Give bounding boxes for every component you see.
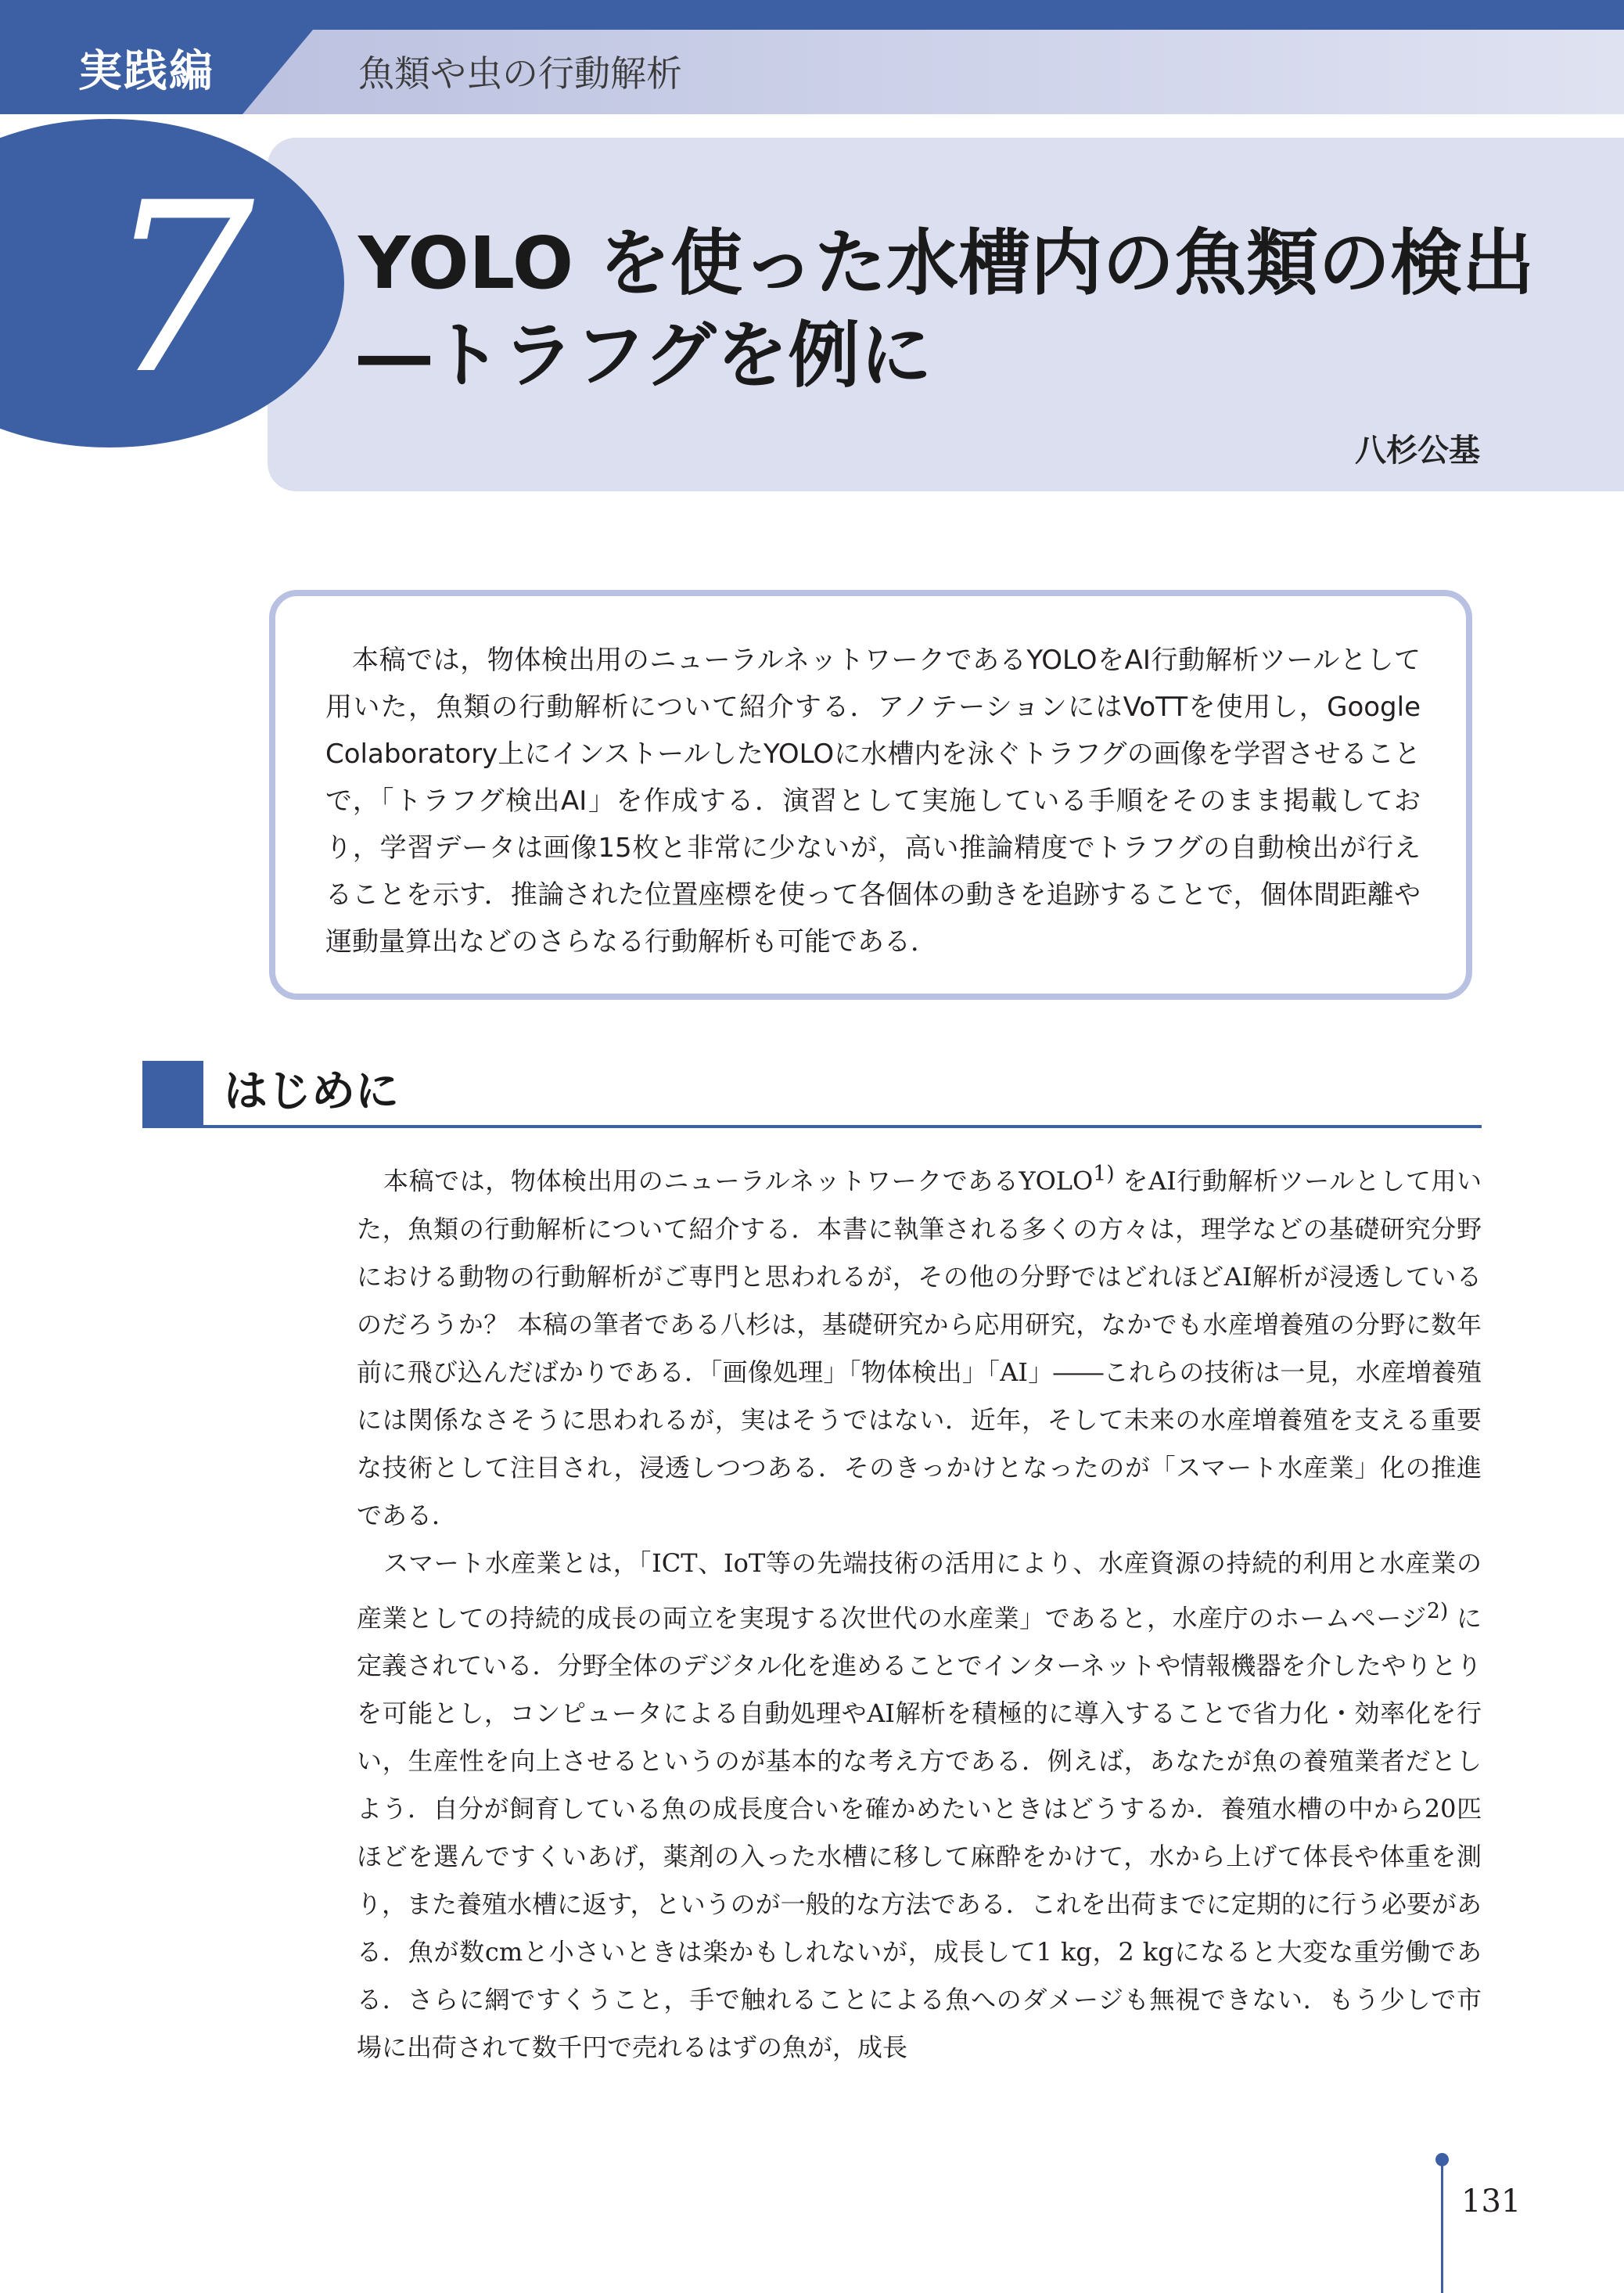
series-topic: 魚類や虫の行動解析 [358, 52, 682, 95]
section-heading-rule [142, 1125, 1482, 1128]
chapter-title: YOLO を使った水槽内の魚類の検出―トラフグを例に [358, 221, 1535, 397]
section-heading-text: はじめに [224, 1066, 399, 1117]
series-label: 実践編 [78, 46, 214, 97]
header-top-strip [0, 0, 1624, 30]
body-text-run: スマート水産業とは，「ICT、IoT等の先端技術の活用により、水産資源の持続的利用と水産業の産業としての持続的成長の両立を実現する次世代の水産業」であると，水産庁のホームページ [357, 1547, 1482, 1633]
section-heading [142, 1061, 1482, 1128]
body-paragraph [357, 1150, 1482, 1540]
author-name: 八杉公基 [1355, 432, 1480, 469]
body-text-run: に定義されている．分野全体のデジタル化を進めることでインターネットや情報機器を介したやりとりを可能とし，コンピュータによる自動処理やAI解析を積極的に導入することで省力化・効率化を行い，生産性を向上させるというのが基本的な考え方である．例えば，あなたが魚の養殖業者だとしよう．自分が飼育している魚の成長度合いを確かめたいときはどうするか．養殖水槽の中から20匹ほどを選んですくいあげ，薬剤の入った水槽に移して麻酔をかけて，水から上げて体長や体重を測り，また養殖水槽に返す，というのが一般的な方法である．これを出荷までに定期的に行う必要がある．魚が数cmと小さいときは楽かもしれないが，成長して1 kg，2 kgになると大変な重労働である．さらに網ですくうこと，手で触れることによる魚へのダメージも無視できない．もう少しで市場に出荷されて数千円で売れるはずの魚が，成長 [357, 1603, 1482, 2063]
body-text-run: をAI行動解析ツールとして用いた，魚類の行動解析について紹介する．本書に執筆される多くの方々は，理学などの基礎研究分野における動物の行動解析がご専門と思われるが，その他の分野ではどれほどAI解析が浸透しているのだろうか？ 本稿の筆者である八杉は，基礎研究から応用研究，なかでも水産増養殖の分野に数年前に飛び込んだばかりである．「画像処理」「物体検出」「AI」――これらの技術は一見，水産増養殖には関係なさそうに思われるが，実はそうではない．近年，そして未来の水産増養殖を支える重要な技術として注目され，浸透しつつある．そのきっかけとなったのが「スマート水産業」化の推進である． [357, 1166, 1482, 1530]
body-text-run: 本稿では，物体検出用のニューラルネットワークであるYOLO [383, 1166, 1094, 1196]
section-heading-marker [142, 1061, 203, 1127]
body-paragraph [357, 1540, 1482, 2072]
reference-1: 1) [1093, 1162, 1115, 1186]
body-text [357, 1150, 1482, 2072]
page-marker-rule [1441, 2158, 1443, 2293]
abstract-text: 本稿では，物体検出用のニューラルネットワークであるYOLOをAI行動解析ツールとして用いた，魚類の行動解析について紹介する．アノテーションにはVoTTを使用し，Google Colaboratory上にインストールしたYOLOに水槽内を泳ぐトラフグの画像を学習させることで，「トラフグ検出AI」を作成する．演習として実施している手順をそのまま掲載しており，学習データは画像15枚と非常に少ないが，高い推論精度でトラフグの自動検出が行えることを示す．推論された位置座標を使って各個体の動きを追跡することで，個体間距離や運動量算出などのさらなる行動解析も可能である． [325, 645, 1421, 958]
chapter-number: 7 [105, 153, 255, 426]
page-number: 131 [1461, 2183, 1522, 2219]
reference-2: 2) [1426, 1598, 1449, 1623]
abstract-box [269, 590, 1472, 1000]
